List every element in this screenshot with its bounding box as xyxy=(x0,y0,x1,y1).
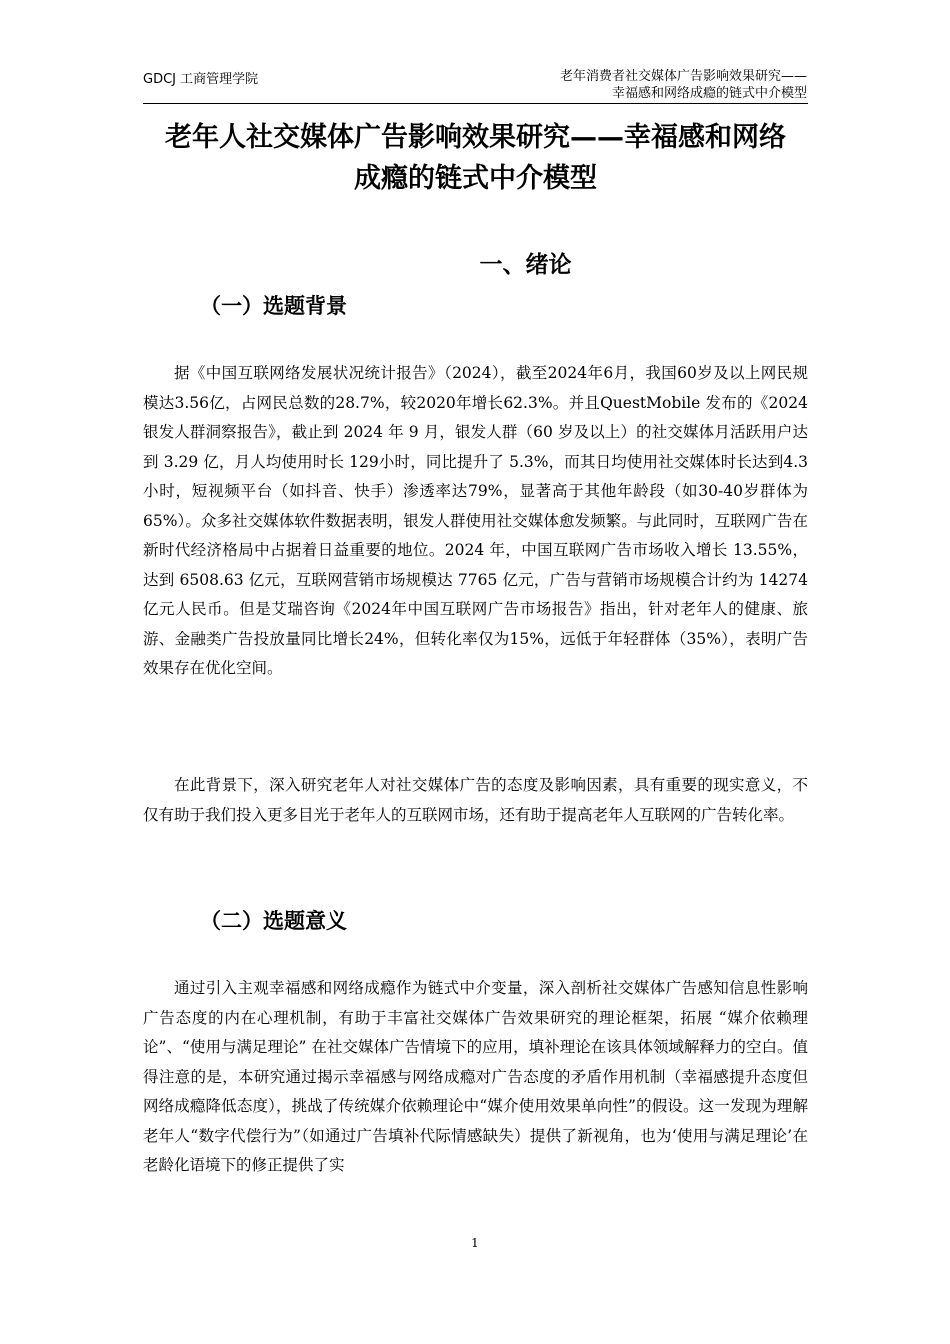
header-rule xyxy=(143,103,808,104)
header-right xyxy=(560,68,807,102)
subsection-heading-significance: （二）选题意义 xyxy=(200,909,347,933)
subsection-heading-background: （一）选题背景 xyxy=(200,294,347,318)
paper-title xyxy=(143,117,808,199)
page-number: 1 xyxy=(471,1236,479,1250)
paper-title-line2: 成瘾的链式中介模型 xyxy=(354,163,597,194)
header-right-line1: 老年消费者社交媒体广告影响效果研究—— xyxy=(559,69,807,84)
paper-title-line1: 老年人社交媒体广告影响效果研究——幸福感和网络 xyxy=(165,122,786,153)
paragraph-significance-1: 通过引入主观幸福感和网络成瘾作为链式中介变量，深入剖析社交媒体广告感知信息性影响广告态度的内在心理机制，有助于丰富社交媒体广告效果研究的理论框架，拓展 “媒介依赖理论”、“使用与满足理论” 在社交媒体广告情境下的应用，填补理论在该具体领域解释力的空白。值得注意的是，本研究通过揭示幸福感与网络成瘾对广告态度的矛盾作用机制（幸福感提升态度但网络成瘾降低态度），挑战了传统媒介依赖理论中“媒介使用效果单向性”的假设。这一发现为理解老年人“数字代偿行为”（如通过广告填补代际情感缺失）提供了新视角，也为‘使用与满足理论’在老龄化语境下的修正提供了实 xyxy=(143,979,808,1174)
section-heading-introduction: 一、绪论 xyxy=(479,252,572,278)
paragraph-background-2: 在此背景下，深入研究老年人对社交媒体广告的态度及影响因素，具有重要的现实意义，不仅有助于我们投入更多目光于老年人的互联网市场，还有助于提高老年人互联网的广告转化率。 xyxy=(143,776,808,824)
paragraph-background-1: 据《中国互联网络发展状况统计报告》（2024），截至2024年6月，我国60岁及以上网民规模达3.56亿，占网民总数的28.7%，较2020年增长62.3%。并且QuestMobile 发布的《2024 银发人群洞察报告》，截止到 2024 年 9 月，银发人群（60 岁及以上）的社交媒体月活跃用户达到 3.29 亿，月人均使用时长 129小时，同比提升了 5.3%，而其日均使用社交媒体时长达到4.3小时，短视频平台（如抖音、快手）渗透率达79%，显著高于其他年龄段（如30-40岁群体为65%）。众多社交媒体软件数据表明，银发人群使用社交媒体愈发频繁。与此同时，互联网广告在新时代经济格局中占据着日益重要的地位。2024 年，中国互联网广告市场收入增长 13.55%，达到 6508.63 亿元，互联网营销市场规模达 7765 亿元，广告与营销市场规模合计约为 14274 亿元人民币。但是艾瑞咨询《2024年中国互联网广告市场报告》指出，针对老年人的健康、旅游、金融类广告投放量同比增长24%，但转化率仅为15%，远低于年轻群体（35%），表明广告效果存在优化空间。 xyxy=(143,364,808,677)
header-left: GDCJ 工商管理学院 xyxy=(143,72,259,87)
header-right-line2: 幸福感和网络成瘾的链式中介模型 xyxy=(611,86,807,101)
